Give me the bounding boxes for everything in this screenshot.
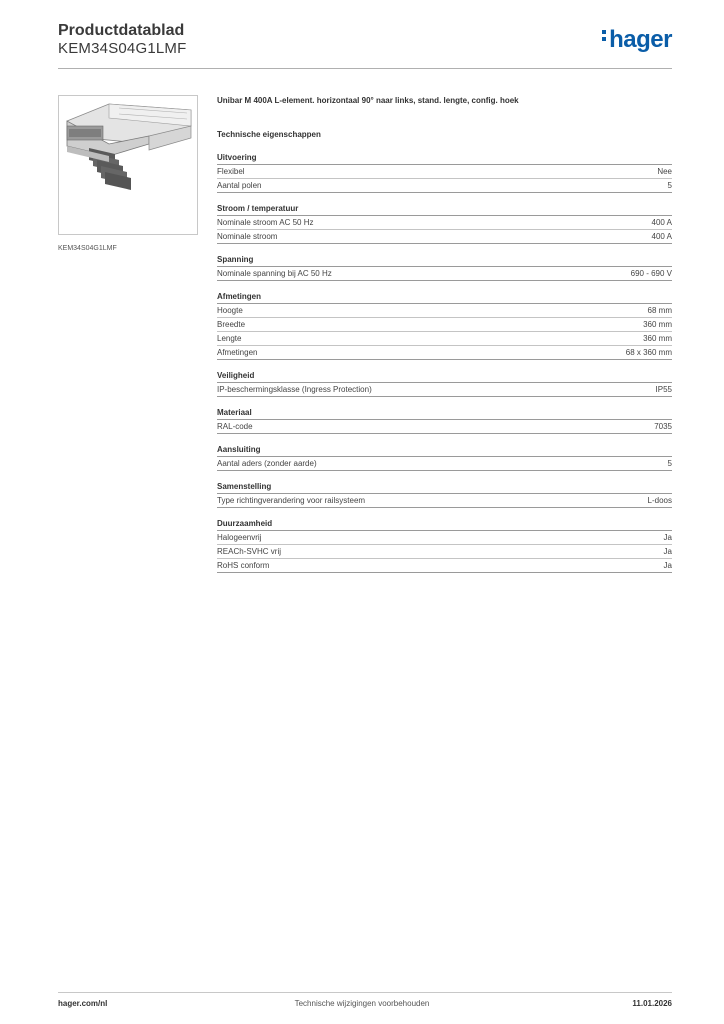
footer-date: 11.01.2026 [632,999,672,1008]
spec-label: Aantal aders (zonder aarde) [217,459,317,468]
spec-section [217,444,672,471]
spec-row [217,318,672,332]
technical-properties-heading: Technische eigenschappen [217,130,321,139]
spec-row [217,179,672,193]
header-divider [58,68,672,69]
spec-label: Nominale stroom AC 50 Hz [217,218,314,227]
spec-value: 68 x 360 mm [625,348,672,357]
spec-value: Ja [663,547,672,556]
spec-value: 7035 [654,422,672,431]
spec-section [217,152,672,193]
spec-label: Aantal polen [217,181,262,190]
spec-value: Nee [657,167,672,176]
spec-sections [217,152,672,573]
footer-divider [58,992,672,993]
spec-row [217,304,672,318]
spec-value: Ja [663,561,672,570]
spec-row [217,559,672,573]
spec-section [217,203,672,244]
spec-value: 400 A [651,232,672,241]
spec-value: 400 A [651,218,672,227]
product-code: KEM34S04G1LMF [58,40,187,57]
section-title: Veiligheid [217,370,672,383]
spec-label: Lengte [217,334,242,343]
section-title: Samenstelling [217,481,672,494]
spec-label: Hoogte [217,306,243,315]
spec-row [217,346,672,360]
section-title: Spanning [217,254,672,267]
spec-row [217,494,672,508]
footer-disclaimer: Technische wijzigingen voorbehouden [294,999,430,1008]
spec-label: Breedte [217,320,246,329]
spec-value: IP55 [655,385,672,394]
spec-row [217,267,672,281]
spec-label: Type richtingverandering voor railsysteem [217,496,366,505]
spec-label: REACh-SVHC vrij [217,547,282,556]
specifications [217,96,672,573]
image-caption: KEM34S04G1LMF [58,245,117,252]
product-description: Unibar M 400A L-element. horizontaal 90° naar links, stand. lengte, config. hoek [217,96,519,105]
spec-row [217,420,672,434]
spec-value: 5 [667,459,672,468]
logo-dots-icon [602,27,607,44]
spec-section [217,254,672,281]
section-title: Afmetingen [217,291,672,304]
spec-label: Afmetingen [217,348,258,357]
spec-row [217,332,672,346]
spec-row [217,216,672,230]
spec-label: Nominale stroom [217,232,278,241]
spec-section [217,518,672,573]
spec-value: 360 mm [643,334,672,343]
product-image [58,95,198,235]
spec-row [217,531,672,545]
spec-value: L-doos [647,496,672,505]
spec-row [217,230,672,244]
section-title: Aansluiting [217,444,672,457]
section-title: Stroom / temperatuur [217,203,672,216]
spec-label: Nominale spanning bij AC 50 Hz [217,269,332,278]
logo-text: hager [609,26,672,53]
footer-website: hager.com/nl [58,999,108,1008]
section-title: Materiaal [217,407,672,420]
spec-label: RoHS conform [217,561,270,570]
section-title: Duurzaamheid [217,518,672,531]
spec-section [217,407,672,434]
spec-label: RAL-code [217,422,253,431]
spec-row [217,545,672,559]
spec-section [217,370,672,397]
spec-value: 5 [667,181,672,190]
spec-section [217,291,672,360]
spec-section [217,481,672,508]
page-title: Productdatablad [58,22,185,39]
hager-logo [602,26,672,54]
spec-label: Flexibel [217,167,245,176]
spec-row [217,383,672,397]
spec-row [217,457,672,471]
spec-label: Halogeenvrij [217,533,262,542]
spec-value: 690 - 690 V [630,269,672,278]
spec-label: IP-beschermingsklasse (Ingress Protection) [217,385,372,394]
spec-value: 68 mm [647,306,672,315]
busbar-element-illustration [59,96,197,234]
spec-value: Ja [663,533,672,542]
spec-value: 360 mm [643,320,672,329]
spec-row [217,165,672,179]
section-title: Uitvoering [217,152,672,165]
